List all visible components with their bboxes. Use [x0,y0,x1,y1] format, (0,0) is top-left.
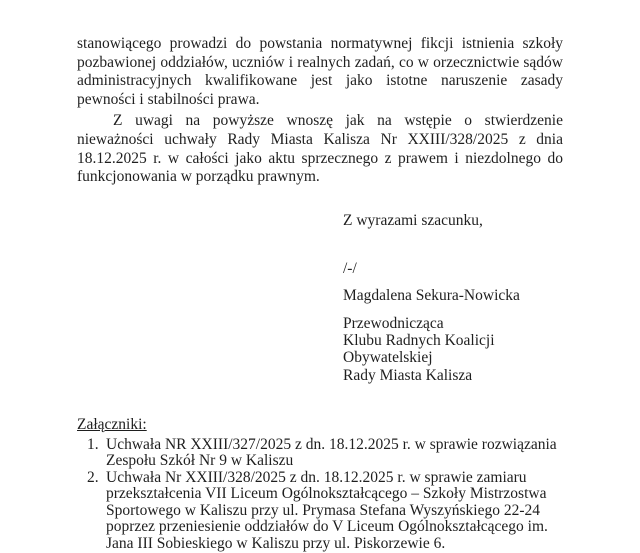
attachment-text: Uchwała Nr XXIII/328/2025 z dn. 18.12.2025 r. w sprawie zamiaru przekształcenia VII Liceum Ogólnokształcącego – Szkoły Mistrzostwa Sportowego w Kaliszu przy ul. Prymasa Stefana Wyszyńskiego 22-24 poprzez przeniesienie oddziałów do V Liceum Ogólnokształcącego im. Jana III Sobieskiego w Kaliszu przy ul. Piskorzewie 6. [106,468,548,553]
signer-title-line: Przewodnicząca [343,314,444,332]
body-paragraph: Z uwagi na powyższe wnoszę jak na wstępie o stwierdzenie nieważności uchwały Rady Miasta Kalisza Nr XXIII/328/2025 z dnia 18.12.2025 r. w całości jako aktu sprzecznego z prawem i niezdolnego do funkcjonowania w porządku prawnym. [77,112,563,186]
body-paragraph: stanowiącego prowadzi do powstania normatywnej fikcji istnienia szkoły pozbawionej oddziałów, uczniów i realnych zadań, co w orzecznictwie sądów administracyjnych kwalifikowane jest jako istotne naruszenie zasady pewności i stabilności prawa. [77,35,563,108]
attachments-list [77,437,563,553]
closing-phrase: Z wyrazami szacunku, [343,211,483,229]
attachment-number: 1. [87,435,99,453]
signer-name: Magdalena Sekura-Nowicka [343,286,520,304]
attachments-heading: Załączniki: [77,415,147,433]
signer-titles [343,315,563,384]
attachment-number: 2. [87,468,99,486]
attachment-item [77,437,563,470]
signer-title-line: Klubu Radnych Koalicji Obywatelskiej [343,331,495,367]
attachment-text: Uchwała NR XXIII/327/2025 z dn. 18.12.2025 r. w sprawie rozwiązania Zespołu Szkół Nr 9 w Kaliszu [106,435,557,470]
closing-block [343,212,563,384]
attachment-item [77,470,563,553]
attachments-section [77,416,563,553]
signer-title-line: Rady Miasta Kalisza [343,366,473,384]
signature-mark: /-/ [343,260,357,278]
